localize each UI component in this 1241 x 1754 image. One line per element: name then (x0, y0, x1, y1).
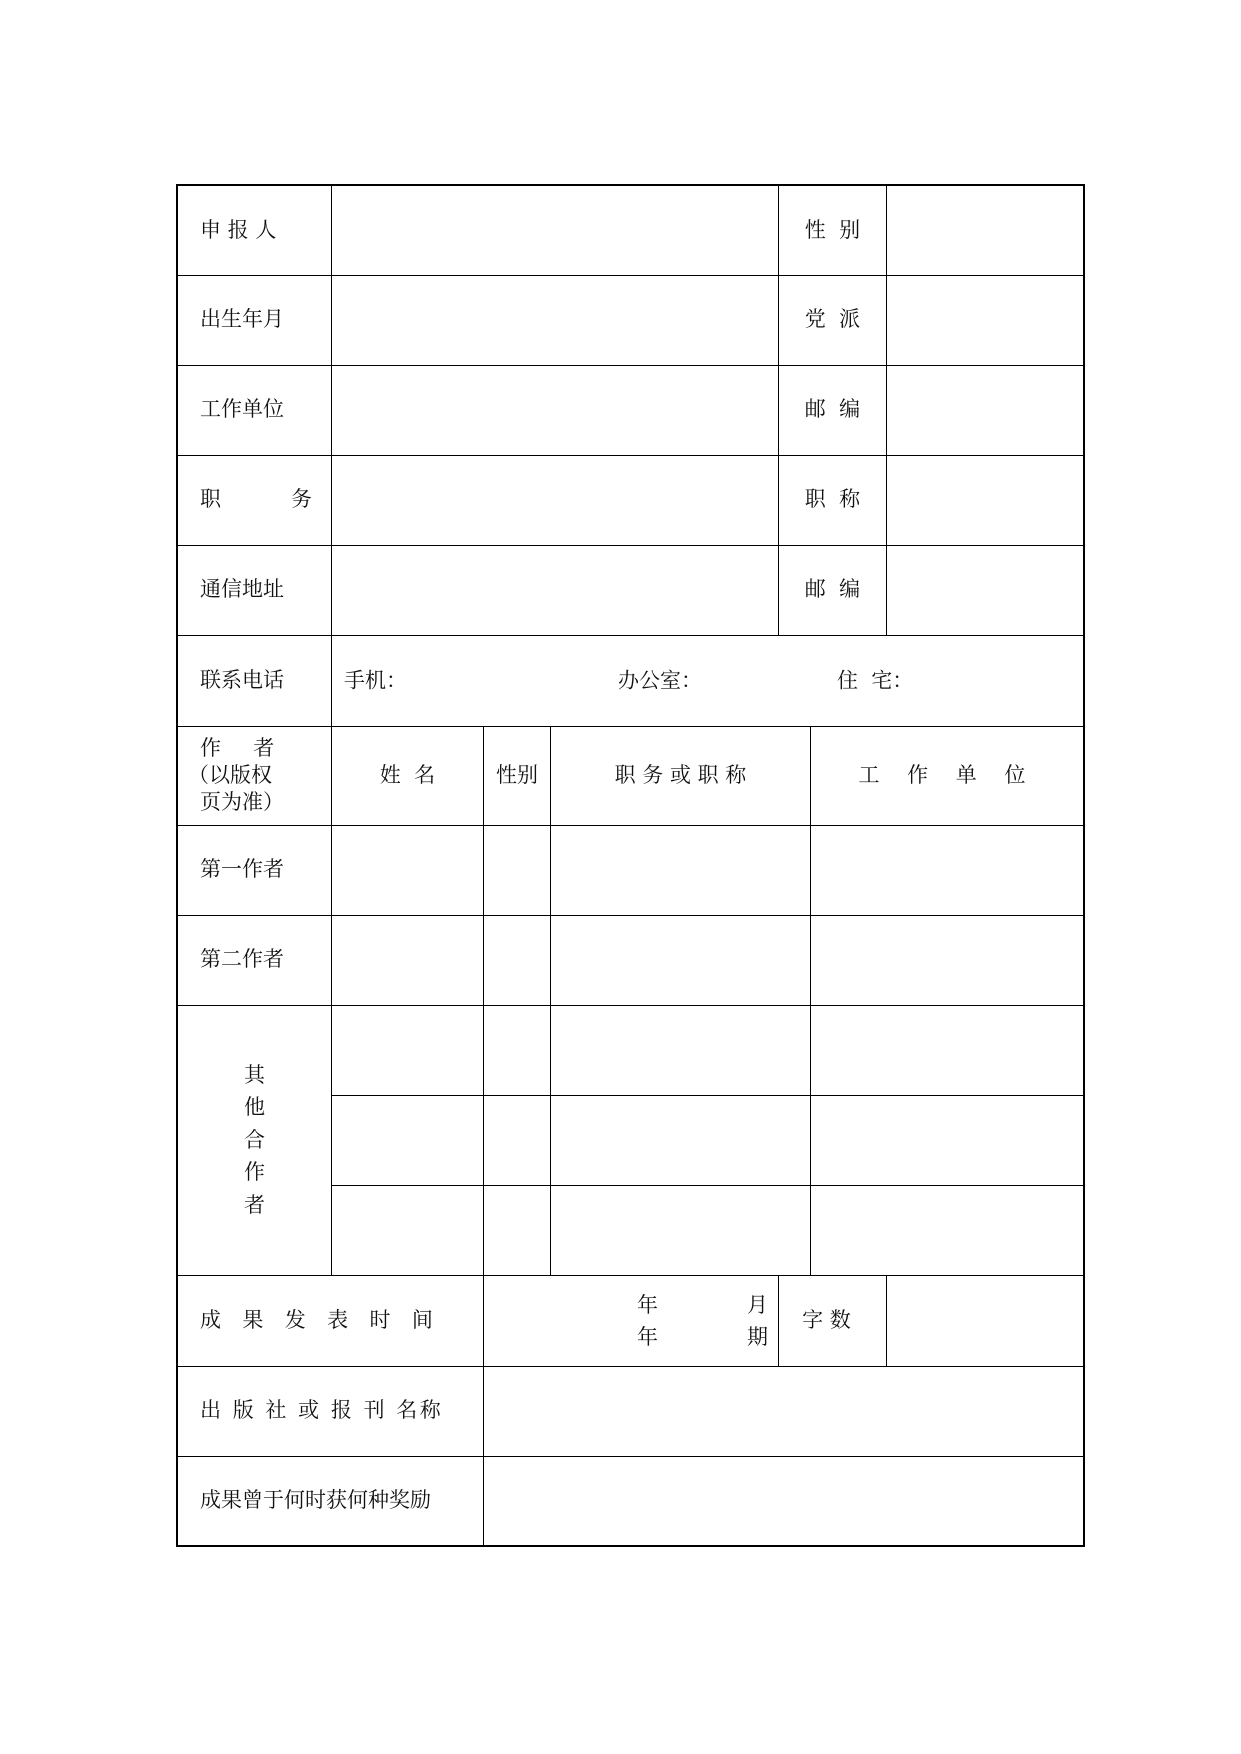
row-awards (177, 1456, 1084, 1546)
position-field[interactable] (331, 455, 778, 545)
publish-time-field[interactable] (483, 1275, 778, 1366)
other-author-2-name-field[interactable] (331, 1095, 483, 1185)
mobile-label: 手机： (343, 667, 407, 692)
col-header-gender: 性别 (483, 726, 550, 825)
row-first-author (177, 825, 1084, 915)
second-author-gender-field[interactable] (483, 915, 550, 1005)
publish-month: 月 (746, 1292, 768, 1317)
first-author-name-field[interactable] (331, 825, 483, 915)
other-author-3-name-field[interactable] (331, 1185, 483, 1275)
other-authors-char-5: 者 (243, 1192, 265, 1217)
other-author-1-gender-field[interactable] (483, 1005, 550, 1095)
workplace-field[interactable] (331, 365, 778, 455)
word-count-field[interactable] (886, 1275, 1084, 1366)
word-count-label: 字 数 (778, 1275, 886, 1366)
address-field[interactable] (331, 545, 778, 635)
row-publish-time (177, 1275, 1084, 1366)
postcode2-field[interactable] (886, 545, 1084, 635)
other-author-1-workplace-field[interactable] (810, 1005, 1084, 1095)
party-field[interactable] (886, 275, 1084, 365)
row-address (177, 545, 1084, 635)
other-author-3-position-field[interactable] (550, 1185, 810, 1275)
postcode2-label: 邮 编 (778, 545, 886, 635)
other-authors-char-3: 合 (243, 1127, 265, 1152)
authors-header-line3: 页为准） (200, 790, 284, 815)
col-header-workplace: 工 作 单 位 (810, 726, 1084, 825)
publisher-field[interactable] (483, 1366, 1084, 1456)
awards-label: 成果曾于何时获何种奖励 (177, 1456, 483, 1546)
publish-year1: 年 (636, 1292, 658, 1317)
gender-field[interactable] (886, 185, 1084, 275)
first-author-workplace-field[interactable] (810, 825, 1084, 915)
home-label: 住 宅： (836, 667, 914, 692)
other-author-2-workplace-field[interactable] (810, 1095, 1084, 1185)
office-label: 办公室： (617, 667, 702, 692)
row-position (177, 455, 1084, 545)
other-authors-char-1: 其 (243, 1062, 265, 1087)
other-author-1-name-field[interactable] (331, 1005, 483, 1095)
other-author-3-workplace-field[interactable] (810, 1185, 1084, 1275)
authors-header-label (177, 726, 331, 825)
row-publisher (177, 1366, 1084, 1456)
title-field[interactable] (886, 455, 1084, 545)
party-label: 党 派 (778, 275, 886, 365)
other-author-3-gender-field[interactable] (483, 1185, 550, 1275)
birth-label: 出生年月 (177, 275, 331, 365)
first-author-label: 第一作者 (177, 825, 331, 915)
position-label: 职 务 (177, 455, 331, 545)
phone-field[interactable] (331, 635, 1084, 726)
second-author-name-field[interactable] (331, 915, 483, 1005)
other-author-1-position-field[interactable] (550, 1005, 810, 1095)
row-other-author-1 (177, 1005, 1084, 1095)
publish-time-label: 成 果 发 表 时 间 (177, 1275, 483, 1366)
first-author-gender-field[interactable] (483, 825, 550, 915)
applicant-field[interactable] (331, 185, 778, 275)
workplace-label: 工作单位 (177, 365, 331, 455)
address-label: 通信地址 (177, 545, 331, 635)
application-form-table (176, 184, 1085, 1547)
other-authors-char-4: 作 (243, 1160, 265, 1185)
row-authors-header (177, 726, 1084, 825)
row-workplace (177, 365, 1084, 455)
phone-label: 联系电话 (177, 635, 331, 726)
row-applicant (177, 185, 1084, 275)
other-authors-char-2: 他 (243, 1095, 265, 1120)
gender-label: 性 别 (778, 185, 886, 275)
publish-issue: 期 (746, 1324, 768, 1349)
second-author-position-field[interactable] (550, 915, 810, 1005)
authors-header-line1: 作 者 (200, 735, 281, 760)
row-birth (177, 275, 1084, 365)
second-author-label: 第二作者 (177, 915, 331, 1005)
publish-year2: 年 (636, 1324, 658, 1349)
other-author-2-position-field[interactable] (550, 1095, 810, 1185)
title-label: 职 称 (778, 455, 886, 545)
first-author-position-field[interactable] (550, 825, 810, 915)
awards-field[interactable] (483, 1456, 1084, 1546)
col-header-name: 姓 名 (331, 726, 483, 825)
authors-header-line2: （以版权 (188, 762, 272, 787)
other-author-2-gender-field[interactable] (483, 1095, 550, 1185)
row-phone (177, 635, 1084, 726)
birth-field[interactable] (331, 275, 778, 365)
col-header-position: 职 务 或 职 称 (550, 726, 810, 825)
other-authors-label (177, 1005, 331, 1275)
postcode1-label: 邮 编 (778, 365, 886, 455)
row-second-author (177, 915, 1084, 1005)
applicant-label: 申 报 人 (177, 185, 331, 275)
postcode1-field[interactable] (886, 365, 1084, 455)
publisher-label: 出 版 社 或 报 刊 名称 (177, 1366, 483, 1456)
second-author-workplace-field[interactable] (810, 915, 1084, 1005)
